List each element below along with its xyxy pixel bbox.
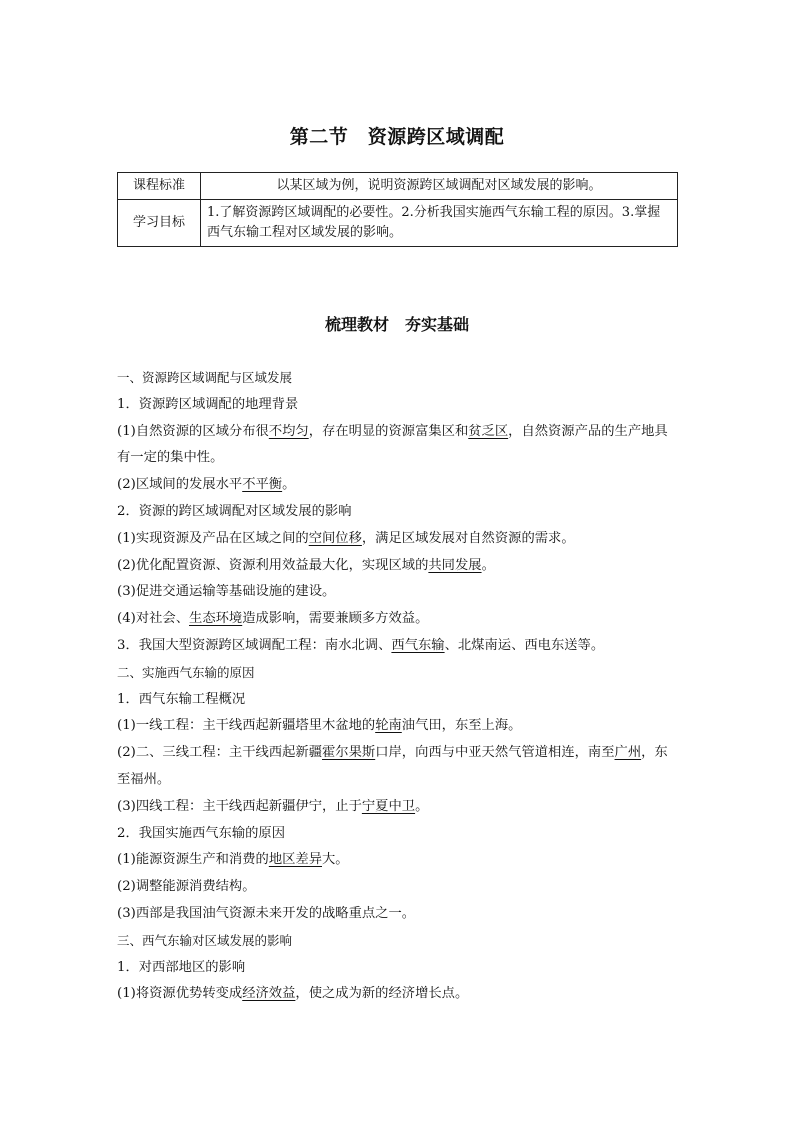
row-label-standard: 课程标准 — [118, 173, 201, 200]
paragraph: (2)优化配置资源、资源利用效益最大化，实现区域的共同发展。 — [117, 557, 495, 573]
paragraph: (3)西部是我国油气资源未来开发的战略重点之一。 — [117, 905, 416, 921]
fill-answer: 广州 — [614, 745, 642, 761]
paragraph: (1)一线工程：主干线西起新疆塔里木盆地的轮南油气田，东至上海。 — [117, 718, 522, 734]
fill-answer: 空间位移 — [308, 530, 362, 546]
fill-answer: 不均匀 — [268, 423, 309, 439]
paragraph: (1)能源资源生产和消费的地区差异大。 — [117, 852, 349, 868]
fill-answer: 西气东输 — [391, 637, 445, 653]
paragraph: (2)区域间的发展水平不平衡。 — [117, 477, 296, 493]
paragraph: (1)自然资源的区域分布很不均匀，存在明显的资源富集区和贫乏区，自然资源产品的生产地具有一定的集中性。 — [117, 423, 668, 466]
subheading-4: 2．我国实施西气东输的原因 — [117, 825, 286, 841]
paragraph: (3)四线工程：主干线西起新疆伊宁，止于宁夏中卫。 — [117, 798, 429, 814]
standards-table — [117, 172, 678, 247]
fill-answer: 宁夏中卫 — [361, 798, 416, 814]
section-title: 梳理教材 夯实基础 — [324, 315, 469, 334]
paragraph: (3)促进交通运输等基础设施的建设。 — [117, 584, 336, 600]
subheading-1: 1．资源跨区域调配的地理背景 — [117, 396, 299, 412]
fill-answer: 不平衡 — [242, 477, 283, 493]
fill-answer: 生态环境 — [189, 611, 243, 627]
row-label-objectives: 学习目标 — [118, 200, 201, 247]
fill-answer: 贫乏区 — [468, 423, 509, 439]
paragraph: (2)二、三线工程：主干线西起新疆霍尔果斯口岸，向西与中亚天然气管道相连，南至广州，东至福州。 — [117, 745, 668, 787]
table-row — [118, 200, 678, 247]
heading-3: 三、西气东输对区域发展的影响 — [117, 932, 293, 948]
page-title: 第二节 资源跨区域调配 — [289, 126, 505, 148]
subheading-2: 2．资源的跨区域调配对区域发展的影响 — [117, 503, 352, 519]
paragraph: (4)对社会、生态环境造成影响，需要兼顾多方效益。 — [117, 611, 429, 627]
paragraph: 3．我国大型资源跨区域调配工程：南水北调、西气东输、北煤南运、西电东送等。 — [117, 637, 605, 653]
paragraph: (2)调整能源消费结构。 — [117, 879, 256, 895]
heading-2: 二、实施西气东输的原因 — [117, 664, 255, 680]
fill-answer: 经济效益 — [242, 986, 296, 1002]
paragraph: (1)将资源优势转变成经济效益，使之成为新的经济增长点。 — [117, 986, 469, 1002]
table-row — [118, 173, 678, 200]
content-body — [117, 365, 679, 1008]
subheading-5: 1．对西部地区的影响 — [117, 959, 246, 975]
fill-answer: 地区差异 — [268, 852, 322, 868]
row-content-standard: 以某区域为例，说明资源跨区域调配对区域发展的影响。 — [201, 173, 678, 200]
heading-1: 一、资源跨区域调配与区域发展 — [117, 370, 293, 385]
paragraph: (1)实现资源及产品在区域之间的空间位移，满足区域发展对自然资源的需求。 — [117, 530, 575, 546]
fill-answer: 共同发展 — [428, 557, 482, 573]
row-content-objectives: 1.了解资源跨区域调配的必要性。2.分析我国实施西气东输工程的原因。3.掌握西气东输工程对区域发展的影响。 — [201, 200, 678, 247]
fill-answer: 霍尔果斯 — [322, 745, 376, 761]
fill-answer: 轮南 — [375, 718, 402, 734]
subheading-3: 1．西气东输工程概况 — [117, 691, 246, 707]
